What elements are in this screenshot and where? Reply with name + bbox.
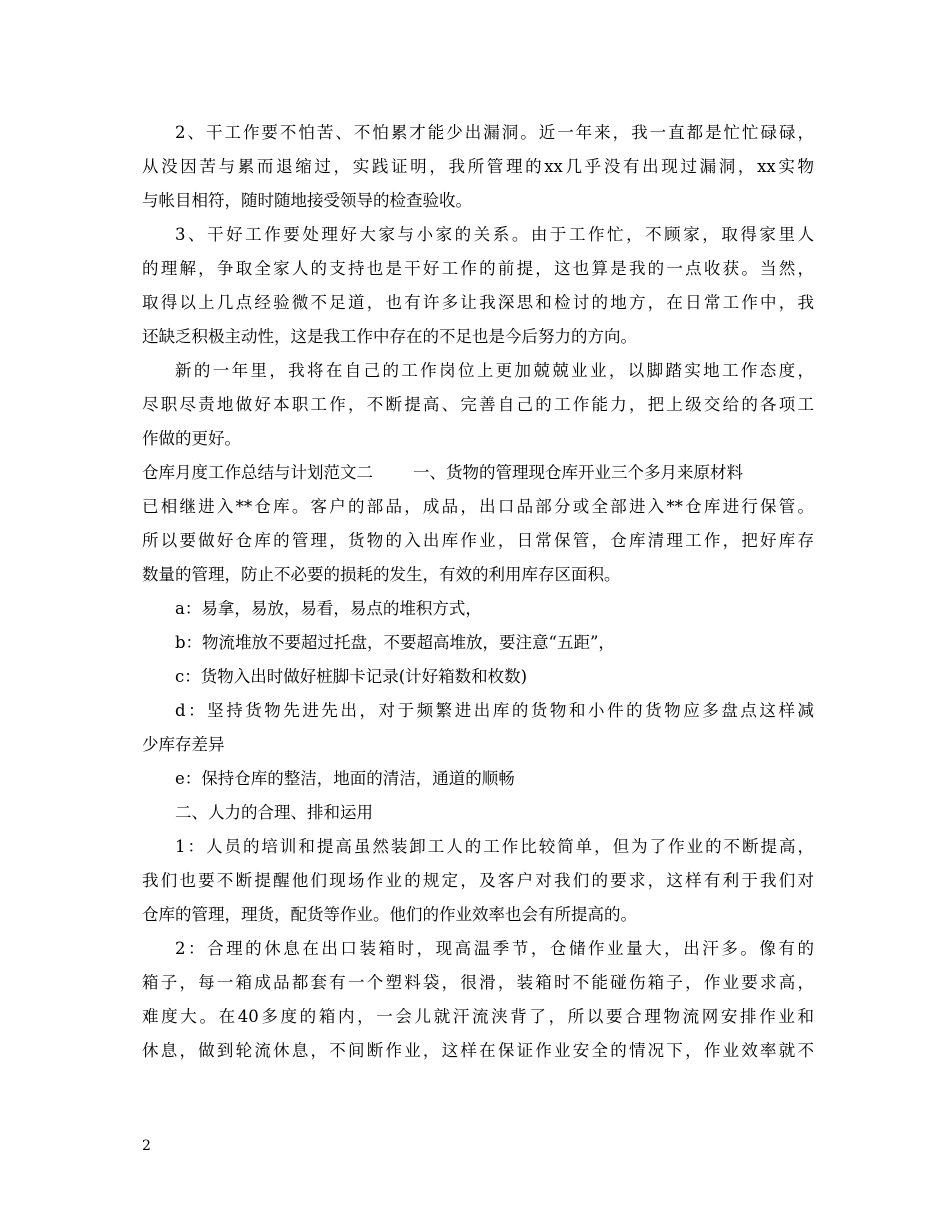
- body-text: [142, 116, 814, 1068]
- section-heading: 仓库月度工作总结与计划范文二: [142, 463, 373, 482]
- paragraph-line: 还缺乏积极主动性，这是我工作中存在的不足也是今后努力的方向。: [142, 327, 637, 346]
- paragraph-line: 3、干好工作要处理好大家与小家的关系。由于工作忙，不顾家，取得家里人: [175, 225, 814, 244]
- paragraph-line: 从没因苦与累而退缩过，实践证明，我所管理的xx几乎没有出现过漏洞，xx实物: [142, 157, 814, 176]
- paragraph-line: 已相继进入**仓库。客户的部品，成品，出口品部分或全部进入**仓库进行保管。: [142, 497, 814, 516]
- list-item-d: d：坚持货物先进先出，对于频繁进出库的货物和小件的货物应多盘点这样减: [175, 701, 814, 720]
- paragraph-line: 所以要做好仓库的管理，货物的入出库作业，日常保管，仓库清理工作，把好库存: [142, 531, 814, 550]
- section-heading-line: [142, 456, 814, 490]
- subsection-heading: 二、人力的合理、排和运用: [175, 803, 373, 822]
- paragraph-line: 1：人员的培训和提高虽然装卸工人的工作比较简单，但为了作业的不断提高，: [175, 837, 814, 856]
- list-item-b: b：物流堆放不要超过托盘，不要超高堆放，要注意“五距”，: [175, 633, 615, 652]
- list-item-d-continued: 少库存差异: [142, 735, 225, 754]
- paragraph-line: 取得以上几点经验微不足道，也有许多让我深思和检讨的地方，在日常工作中，我: [142, 293, 814, 312]
- paragraph-line: 2：合理的休息在出口装箱时，现高温季节，仓储作业量大，出汗多。像有的: [175, 939, 814, 958]
- list-item-c: c：货物入出时做好桩脚卡记录(计好箱数和枚数): [175, 667, 528, 686]
- list-item-e: e：保持仓库的整洁，地面的清洁，通道的顺畅: [175, 769, 515, 788]
- paragraph-line: 休息，做到轮流休息，不间断作业，这样在保证作业安全的情况下，作业效率就不: [142, 1041, 814, 1060]
- paragraph-line: 仓库的管理，理货，配货等作业。他们的作业效率也会有所提高的。: [142, 905, 637, 924]
- paragraph-line: 新的一年里，我将在自己的工作岗位上更加兢兢业业，以脚踏实地工作态度，: [175, 361, 814, 380]
- paragraph-line: 作做的更好。: [142, 429, 241, 448]
- paragraph-line: 难度大。在40多度的箱内，一会儿就汗流浃背了，所以要合理物流网安排作业和: [142, 1007, 814, 1026]
- paragraph-line: 尽职尽责地做好本职工作，不断提高、完善自己的工作能力，把上级交给的各项工: [142, 395, 814, 414]
- section-intro: 一、货物的管理现仓库开业三个多月来原材料: [413, 463, 743, 482]
- paragraph-line: 数量的管理，防止不必要的损耗的发生，有效的利用库存区面积。: [142, 565, 621, 584]
- page-number: 2: [142, 1138, 151, 1154]
- paragraph-line: 箱子，每一箱成品都套有一个塑料袋，很滑，装箱时不能碰伤箱子，作业要求高，: [142, 973, 814, 992]
- paragraph-line: 与帐目相符，随时随地接受领导的检查验收。: [142, 191, 472, 210]
- list-item-a: a：易拿，易放，易看，易点的堆积方式，: [175, 599, 482, 618]
- paragraph-line: 2、干工作要不怕苦、不怕累才能少出漏洞。近一年来，我一直都是忙忙碌碌，: [175, 123, 814, 142]
- paragraph-line: 我们也要不断提醒他们现场作业的规定，及客户对我们的要求，这样有利于我们对: [142, 871, 814, 890]
- paragraph-line: 的理解，争取全家人的支持也是干好工作的前提，这也算是我的一点收获。当然，: [142, 259, 814, 278]
